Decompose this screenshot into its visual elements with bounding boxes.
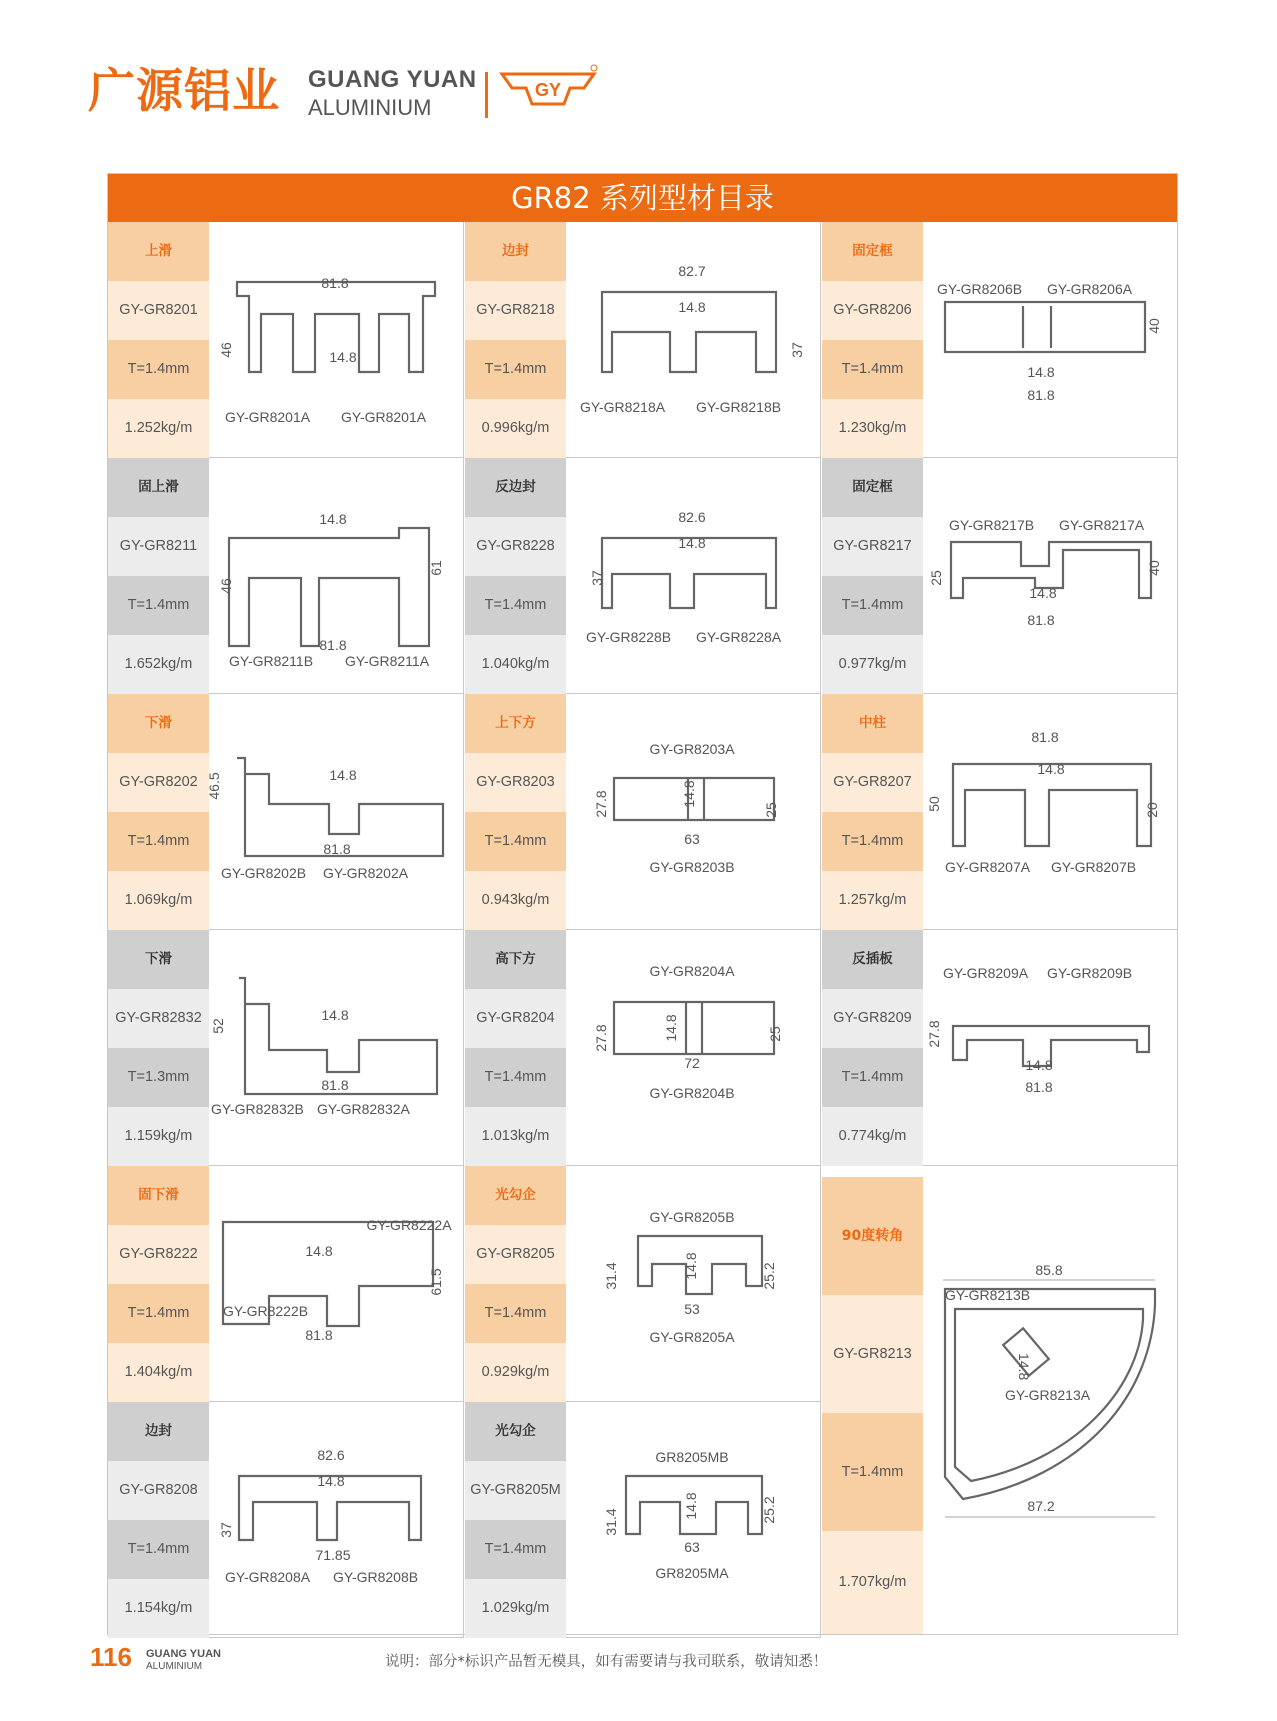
profile-specs bbox=[108, 930, 209, 1165]
profile-code: GY-GR8213 bbox=[822, 1295, 923, 1413]
dim-label: 81.8 bbox=[1027, 612, 1055, 628]
part-label: GY-GR8218A bbox=[580, 399, 666, 415]
profile-name: 固定框 bbox=[822, 222, 923, 281]
dim-label: 46 bbox=[218, 342, 234, 358]
brand-logo-icon bbox=[498, 64, 598, 116]
profile-specs bbox=[465, 1166, 566, 1401]
svg-text:GY: GY bbox=[534, 80, 562, 100]
profile-weight: 0.996kg/m bbox=[465, 399, 566, 458]
dim-label: GY-GR8205A bbox=[649, 1329, 735, 1345]
part-label: GY-GR8209A bbox=[943, 965, 1029, 981]
dim-label: 25 bbox=[767, 1026, 783, 1042]
profile-weight: 1.013kg/m bbox=[465, 1107, 566, 1166]
profile-drawing bbox=[923, 930, 1177, 1165]
profile-drawing bbox=[923, 694, 1177, 929]
profile-name: 高下方 bbox=[465, 930, 566, 989]
profile-thickness: T=1.4mm bbox=[465, 1048, 566, 1107]
profile-drawing bbox=[923, 1177, 1177, 1634]
dim-label: 14.8 bbox=[681, 780, 697, 808]
part-label: GY-GR8202B bbox=[221, 865, 307, 881]
profile-specs bbox=[465, 930, 566, 1165]
dim-label: 63 bbox=[684, 831, 700, 847]
part-label: GY-GR8218B bbox=[696, 399, 782, 415]
profile-specs bbox=[108, 222, 209, 457]
profile-name: 边封 bbox=[465, 222, 566, 281]
profile-thickness: T=1.4mm bbox=[108, 340, 209, 399]
part-label: GY-GR8222B bbox=[223, 1303, 309, 1319]
dim-label: 14.8 bbox=[1027, 364, 1055, 380]
profile-drawing bbox=[566, 1402, 820, 1637]
part-label: GY-GR8202A bbox=[323, 865, 409, 881]
part-label: GY-GR8206A bbox=[1047, 281, 1133, 297]
dim-label: 14.8 bbox=[329, 767, 357, 783]
dim-label: GR8205MB bbox=[655, 1449, 729, 1465]
dim-label: 14.8 bbox=[1025, 1057, 1053, 1073]
brand-english-line1: GUANG YUAN bbox=[308, 66, 477, 93]
profile-drawing bbox=[206, 694, 463, 929]
profile-weight: 1.040kg/m bbox=[465, 635, 566, 694]
catalog-title: GR82 系列型材目录 bbox=[108, 174, 1177, 222]
dim-label: 81.8 bbox=[321, 1077, 349, 1093]
profile-name: 上下方 bbox=[465, 694, 566, 753]
profile-weight: 1.230kg/m bbox=[822, 399, 923, 458]
dim-label: 82.6 bbox=[317, 1447, 345, 1463]
profile-specs bbox=[465, 222, 566, 457]
dim-label: 61.5 bbox=[428, 1268, 444, 1296]
part-label: GY-GR8201A bbox=[225, 409, 311, 425]
dim-label: 27.8 bbox=[593, 790, 609, 818]
part-label: GY-GR8213A bbox=[1005, 1387, 1091, 1403]
part-label: GY-GR8201A bbox=[341, 409, 427, 425]
profile-drawing bbox=[923, 222, 1177, 457]
profile-specs bbox=[822, 930, 923, 1165]
footer-note: 说明：部分*标识产品暂无模具，如有需要请与我司联系，敬请知悉！ bbox=[385, 1654, 828, 1670]
part-label: GY-GR8213B bbox=[945, 1287, 1031, 1303]
dim-label: 14.8 bbox=[305, 1243, 333, 1259]
profile-specs bbox=[822, 458, 923, 693]
profile-name: 中柱 bbox=[822, 694, 923, 753]
dim-label: GY-GR8222A bbox=[366, 1217, 452, 1233]
profile-name: 边封 bbox=[108, 1402, 209, 1461]
profile-cell bbox=[465, 222, 821, 458]
dim-label: 61 bbox=[428, 560, 444, 576]
profile-thickness: T=1.4mm bbox=[108, 1520, 209, 1579]
brand-separator bbox=[485, 72, 488, 118]
profile-drawing bbox=[566, 1166, 820, 1401]
profile-weight: 1.159kg/m bbox=[108, 1107, 209, 1166]
dim-label: 14.8 bbox=[1016, 1353, 1032, 1381]
profile-code: GY-GR8209 bbox=[822, 989, 923, 1048]
profile-cell bbox=[822, 458, 1178, 694]
footer-brand-line2: ALUMINIUM bbox=[146, 1661, 203, 1672]
dim-label: 52 bbox=[210, 1018, 226, 1034]
profile-thickness: T=1.4mm bbox=[465, 812, 566, 871]
dim-label: 31.4 bbox=[603, 1508, 619, 1536]
profile-drawing bbox=[566, 458, 820, 693]
part-label: GY-GR8217A bbox=[1059, 517, 1145, 533]
profile-catalog bbox=[107, 173, 1178, 1635]
dim-label: 87.2 bbox=[1027, 1498, 1055, 1514]
footer-brand-line1: GUANG YUAN bbox=[146, 1648, 221, 1660]
dim-label: 14.8 bbox=[1037, 761, 1065, 777]
profile-name: 下滑 bbox=[108, 930, 209, 989]
dim-label: 81.8 bbox=[1027, 387, 1055, 403]
dim-label: 20 bbox=[1144, 802, 1160, 818]
profile-cell bbox=[465, 1402, 821, 1638]
profile-specs bbox=[822, 222, 923, 457]
profile-cell bbox=[465, 694, 821, 930]
profile-specs bbox=[108, 1166, 209, 1401]
profile-code: GY-GR8201 bbox=[108, 281, 209, 340]
profile-name: 固下滑 bbox=[108, 1166, 209, 1225]
dim-label: 27.8 bbox=[593, 1024, 609, 1052]
dim-label: 37 bbox=[218, 1522, 234, 1538]
part-label: GY-GR8207A bbox=[945, 859, 1031, 875]
profile-thickness: T=1.4mm bbox=[108, 576, 209, 635]
profile-thickness: T=1.4mm bbox=[822, 340, 923, 399]
profile-thickness: T=1.4mm bbox=[465, 1520, 566, 1579]
profile-weight: 0.929kg/m bbox=[465, 1343, 566, 1402]
dim-label: 46.5 bbox=[206, 772, 222, 800]
profile-weight: 0.977kg/m bbox=[822, 635, 923, 694]
profile-specs bbox=[465, 1402, 566, 1637]
dim-label: 14.8 bbox=[319, 511, 347, 527]
profile-drawing bbox=[209, 222, 463, 457]
dim-label: 14.8 bbox=[678, 535, 706, 551]
profile-drawing bbox=[566, 930, 820, 1165]
profile-specs bbox=[822, 1177, 923, 1634]
profile-drawing bbox=[209, 1402, 463, 1637]
profile-specs bbox=[465, 694, 566, 929]
dim-label: 31.4 bbox=[603, 1262, 619, 1290]
dim-label: 27.8 bbox=[926, 1020, 942, 1048]
profile-thickness: T=1.4mm bbox=[108, 1284, 209, 1343]
profile-thickness: T=1.4mm bbox=[822, 1048, 923, 1107]
profile-cell-corner bbox=[822, 1177, 1177, 1634]
profile-thickness: T=1.4mm bbox=[822, 576, 923, 635]
profile-specs bbox=[465, 458, 566, 693]
profile-cell bbox=[108, 930, 464, 1166]
profile-code: GY-GR8205M bbox=[465, 1461, 566, 1520]
dim-label: 82.6 bbox=[678, 509, 706, 525]
dim-label: 14.8 bbox=[329, 349, 357, 365]
dim-label: GY-GR8204B bbox=[649, 1085, 735, 1101]
profile-weight: 1.404kg/m bbox=[108, 1343, 209, 1402]
profile-code: GY-GR8211 bbox=[108, 517, 209, 576]
part-label: GY-GR8207B bbox=[1051, 859, 1137, 875]
profile-thickness: T=1.4mm bbox=[822, 1413, 923, 1531]
dim-label: 82.7 bbox=[678, 263, 706, 279]
profile-cell bbox=[465, 1166, 821, 1402]
dim-label: 81.8 bbox=[305, 1327, 333, 1343]
profile-thickness: T=1.4mm bbox=[465, 1284, 566, 1343]
part-label: GY-GR8217B bbox=[949, 517, 1035, 533]
dim-label: 14.8 bbox=[678, 299, 706, 315]
profile-cell bbox=[822, 930, 1178, 1166]
profile-weight: 0.943kg/m bbox=[465, 871, 566, 930]
part-label: GY-GR82832B bbox=[211, 1101, 304, 1117]
profile-name: 上滑 bbox=[108, 222, 209, 281]
profile-code: GY-GR8217 bbox=[822, 517, 923, 576]
dim-label: GY-GR8205B bbox=[649, 1209, 735, 1225]
profile-name: 固上滑 bbox=[108, 458, 209, 517]
dim-label: 25.2 bbox=[761, 1262, 777, 1290]
profile-drawing bbox=[209, 458, 463, 693]
profile-code: GY-GR82832 bbox=[108, 989, 209, 1048]
profile-drawing bbox=[566, 222, 820, 457]
dim-label: 71.85 bbox=[315, 1547, 351, 1563]
profile-cell bbox=[465, 930, 821, 1166]
profile-drawing bbox=[209, 1166, 463, 1401]
part-label: GY-GR8208B bbox=[333, 1569, 419, 1585]
part-label: GY-GR8228B bbox=[586, 629, 672, 645]
profile-name: 固定框 bbox=[822, 458, 923, 517]
profile-cell bbox=[465, 458, 821, 694]
profile-code: GY-GR8208 bbox=[108, 1461, 209, 1520]
profile-name: 光勾企 bbox=[465, 1166, 566, 1225]
dim-label: 85.8 bbox=[1035, 1262, 1063, 1278]
profile-weight: 1.257kg/m bbox=[822, 871, 923, 930]
dim-label: 14.8 bbox=[663, 1014, 679, 1042]
dim-label: 63 bbox=[684, 1539, 700, 1555]
profile-code: GY-GR8202 bbox=[108, 753, 209, 812]
profile-cell bbox=[108, 694, 464, 930]
dim-label: 14.8 bbox=[683, 1252, 699, 1280]
part-label: GY-GR8228A bbox=[696, 629, 782, 645]
dim-label: 53 bbox=[684, 1301, 700, 1317]
profile-thickness: T=1.4mm bbox=[465, 576, 566, 635]
profile-code: GY-GR8222 bbox=[108, 1225, 209, 1284]
profile-cell bbox=[822, 694, 1178, 930]
part-label: GY-GR8211B bbox=[229, 653, 314, 669]
profile-thickness: T=1.4mm bbox=[108, 812, 209, 871]
part-label: GY-GR8206B bbox=[937, 281, 1023, 297]
dim-label: 25 bbox=[928, 570, 944, 586]
profile-cell bbox=[822, 222, 1178, 458]
profile-code: GY-GR8203 bbox=[465, 753, 566, 812]
dim-label: GY-GR8204A bbox=[649, 963, 735, 979]
profile-weight: 1.069kg/m bbox=[108, 871, 209, 930]
profile-specs bbox=[822, 694, 923, 929]
dim-label: 14.8 bbox=[1029, 585, 1057, 601]
page-number: 116 bbox=[90, 1642, 132, 1672]
part-label: GY-GR8208A bbox=[225, 1569, 311, 1585]
profile-name: 反边封 bbox=[465, 458, 566, 517]
dim-label: 40 bbox=[1146, 560, 1162, 576]
dim-label: GR8205MA bbox=[655, 1565, 729, 1581]
dim-label: 81.8 bbox=[1025, 1079, 1053, 1095]
dim-label: GY-GR8203B bbox=[649, 859, 735, 875]
profile-code: GY-GR8204 bbox=[465, 989, 566, 1048]
profile-cell bbox=[108, 222, 464, 458]
dim-label: 72 bbox=[684, 1055, 700, 1071]
dim-label: 25 bbox=[763, 802, 779, 818]
brand-chinese-name: 广源铝业 bbox=[88, 64, 280, 119]
profile-code: GY-GR8218 bbox=[465, 281, 566, 340]
profile-thickness: T=1.4mm bbox=[465, 340, 566, 399]
profile-code: GY-GR8206 bbox=[822, 281, 923, 340]
dim-label: 40 bbox=[1146, 318, 1162, 334]
profile-code: GY-GR8207 bbox=[822, 753, 923, 812]
dim-label: 37 bbox=[589, 570, 605, 586]
part-label: GY-GR8211A bbox=[345, 653, 430, 669]
dim-label: 81.8 bbox=[323, 841, 351, 857]
profile-cell bbox=[108, 1402, 464, 1638]
dim-label: 81.8 bbox=[1031, 729, 1059, 745]
profile-specs bbox=[108, 1402, 209, 1637]
profile-weight: 1.707kg/m bbox=[822, 1531, 923, 1634]
profile-code: GY-GR8205 bbox=[465, 1225, 566, 1284]
dim-label: 14.8 bbox=[683, 1492, 699, 1520]
profile-weight: 1.154kg/m bbox=[108, 1579, 209, 1638]
dim-label: 14.8 bbox=[321, 1007, 349, 1023]
profile-name: 光勾企 bbox=[465, 1402, 566, 1461]
dim-label: GY-GR8203A bbox=[649, 741, 735, 757]
part-label: GY-GR8209B bbox=[1047, 965, 1133, 981]
profile-thickness: T=1.3mm bbox=[108, 1048, 209, 1107]
profile-thickness: T=1.4mm bbox=[822, 812, 923, 871]
profile-cell bbox=[108, 1166, 464, 1402]
dim-label: 81.8 bbox=[321, 275, 349, 291]
profile-drawing bbox=[923, 458, 1177, 693]
brand-english-line2: ALUMINIUM bbox=[308, 95, 432, 120]
dim-label: 25.2 bbox=[761, 1496, 777, 1524]
profile-cell bbox=[108, 458, 464, 694]
profile-weight: 1.029kg/m bbox=[465, 1579, 566, 1638]
dim-label: 46 bbox=[218, 578, 234, 594]
dim-label: 81.8 bbox=[319, 637, 347, 653]
profile-weight: 0.774kg/m bbox=[822, 1107, 923, 1166]
profile-name: 下滑 bbox=[108, 694, 209, 753]
dim-label: 37 bbox=[789, 342, 805, 358]
part-label: GY-GR82832A bbox=[317, 1101, 410, 1117]
profile-name: 90度转角 bbox=[822, 1177, 923, 1295]
profile-name: 反插板 bbox=[822, 930, 923, 989]
profile-weight: 1.652kg/m bbox=[108, 635, 209, 694]
dim-label: 14.8 bbox=[317, 1473, 345, 1489]
profile-drawing bbox=[566, 694, 820, 929]
profile-specs bbox=[108, 694, 209, 929]
profile-specs bbox=[108, 458, 209, 693]
profile-code: GY-GR8228 bbox=[465, 517, 566, 576]
dim-label: 50 bbox=[926, 796, 942, 812]
profile-drawing bbox=[209, 930, 463, 1165]
profile-weight: 1.252kg/m bbox=[108, 399, 209, 458]
